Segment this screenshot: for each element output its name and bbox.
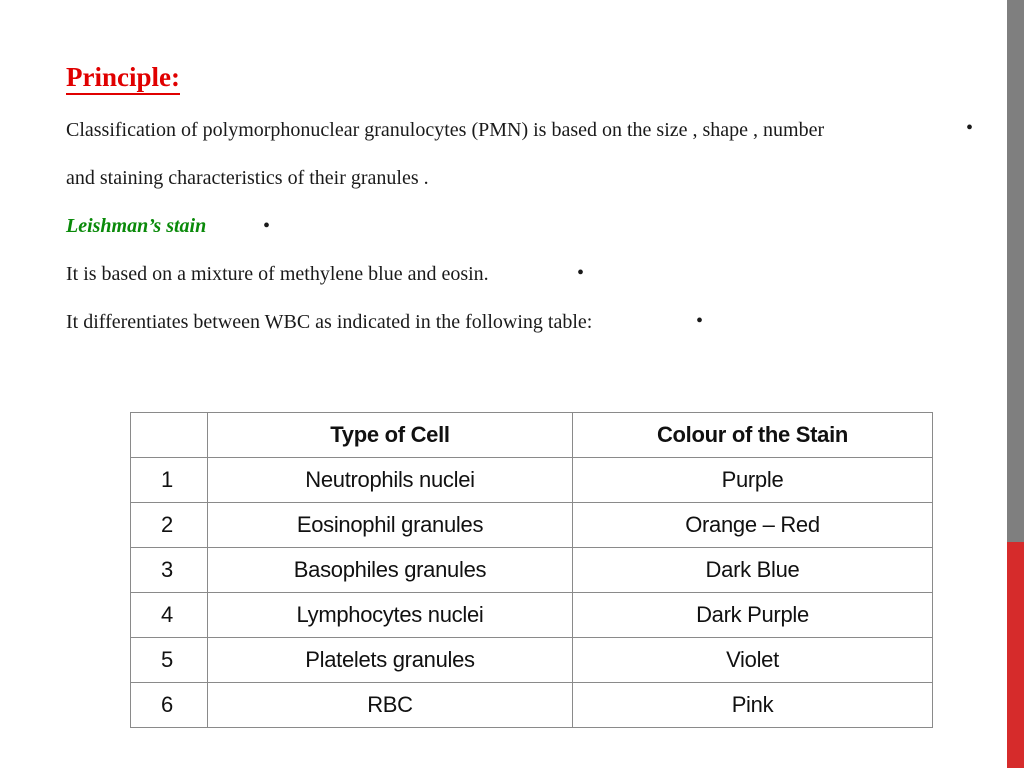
table-row: [131, 638, 933, 683]
table-row: [131, 458, 933, 503]
cell-type: Lymphocytes nuclei: [208, 593, 573, 638]
row-number: 1: [131, 458, 208, 503]
row-number: 3: [131, 548, 208, 593]
bullet-icon: •: [577, 262, 585, 284]
stain-colour: Purple: [573, 458, 933, 503]
header-colour-of-stain: Colour of the Stain: [573, 413, 933, 458]
row-number: 6: [131, 683, 208, 728]
table-row: [131, 593, 933, 638]
stain-colour: Violet: [573, 638, 933, 683]
side-bar-gray: [1007, 0, 1024, 542]
cell-type: Basophiles granules: [208, 548, 573, 593]
stain-colour: Dark Purple: [573, 593, 933, 638]
header-index: [131, 413, 208, 458]
table-row: [131, 683, 933, 728]
cell-stain-table-grid: [130, 412, 933, 728]
cell-type: Neutrophils nuclei: [208, 458, 573, 503]
stain-colour: Dark Blue: [573, 548, 933, 593]
header-type-of-cell: Type of Cell: [208, 413, 573, 458]
table-header-row: [131, 413, 933, 458]
table-row: [131, 503, 933, 548]
table-row: [131, 548, 933, 593]
stain-heading: Leishman’s stain: [66, 215, 207, 237]
cell-type: Platelets granules: [208, 638, 573, 683]
paragraph-line-2: and staining characteristics of their granules .: [66, 167, 429, 189]
stain-line-2: It differentiates between WBC as indicated in the following table:: [66, 311, 593, 333]
bullet-icon: •: [263, 215, 271, 237]
stain-colour: Pink: [573, 683, 933, 728]
cell-type: RBC: [208, 683, 573, 728]
stain-colour: Orange – Red: [573, 503, 933, 548]
cell-type: Eosinophil granules: [208, 503, 573, 548]
paragraph-line-1: Classification of polymorphonuclear granulocytes (PMN) is based on the size , shape , number: [66, 119, 825, 141]
stain-line-1: It is based on a mixture of methylene blue and eosin.: [66, 263, 489, 285]
row-number: 2: [131, 503, 208, 548]
bullet-icon: •: [966, 117, 974, 139]
slide-title: Principle:: [66, 62, 180, 95]
row-number: 4: [131, 593, 208, 638]
cell-stain-table: [130, 412, 932, 723]
side-bar-red: [1007, 542, 1024, 768]
row-number: 5: [131, 638, 208, 683]
bullet-icon: •: [696, 310, 704, 332]
